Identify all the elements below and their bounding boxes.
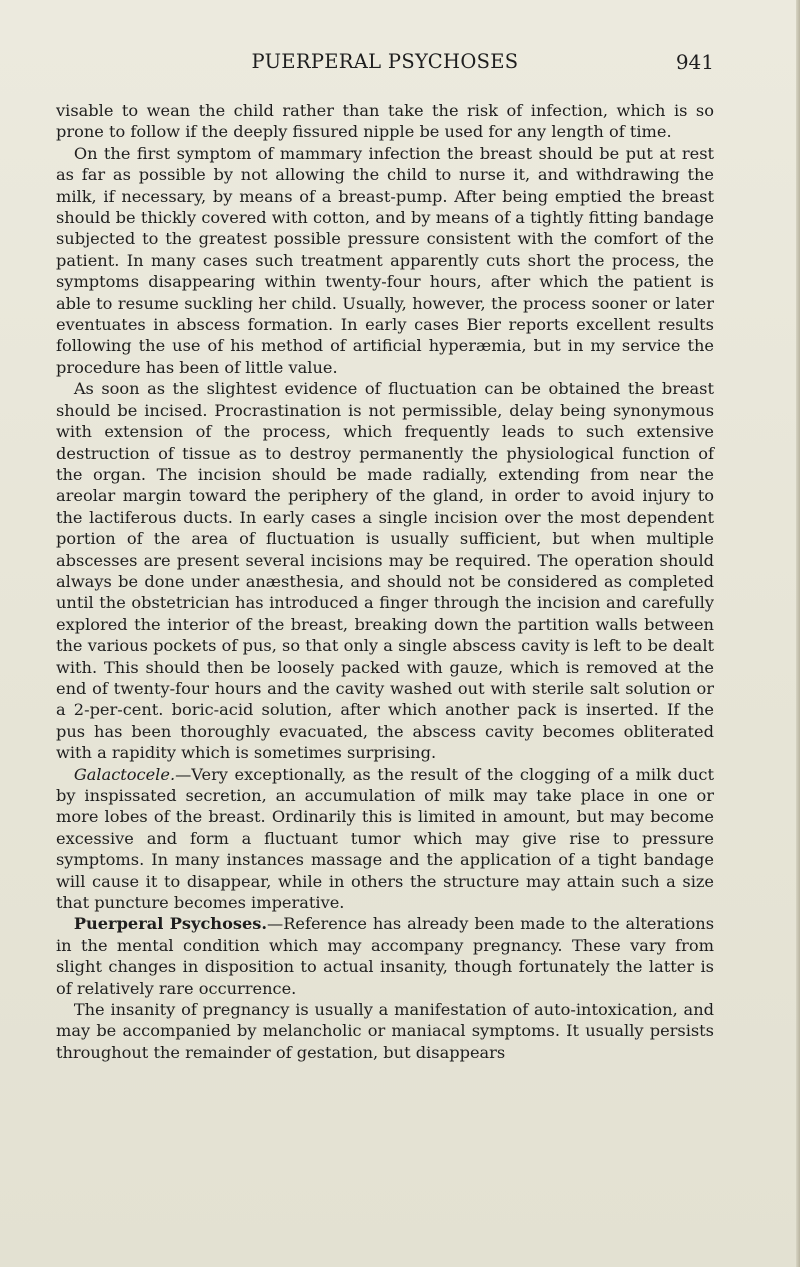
paragraph-text: —Reference has already been made to the alterations in the mental condition which may accompany pregnancy. These vary from slight changes in disposition to actual insanity, though fortunately the latter is of relatively rare occurrence. — [56, 914, 715, 998]
section-lead-galactocele: Galactocele. — [73, 764, 176, 784]
paragraph-text: The insanity of pregnancy is usually a manifestation of auto-intoxication, and may be accompanied by melancholic or maniacal symptoms. It usually persists throughout the remainder of gestation, but disappears — [56, 1000, 714, 1062]
body-text — [56, 100, 714, 1063]
paragraph-galactocele — [56, 764, 714, 914]
paragraph-mammary-infection — [56, 143, 714, 378]
page-edge — [796, 0, 800, 1267]
paragraph-text: —Very exceptionally, as the result of the clogging of a milk duct by inspissated secretion, an accumulation of milk may take place in one or more lobes of the breast. Ordinarily this is limited in amount, but may become excessive and form a fluctuant tumor which may give rise to pressure symptoms. In many instances massage and the application of a tight bandage will cause it to disappear, while in others the structure may attain such a size that puncture becomes imperative. — [56, 764, 714, 913]
paragraph-insanity — [56, 999, 714, 1063]
paragraph-puerperal-psychoses — [56, 913, 714, 999]
paragraph-text: As soon as the slightest evidence of fluctuation can be obtained the breast should be incised. Procrastination is not permissible, delay being synonymous with extension of the process, which frequently leads to such extensive destruction of tissue as to destroy permanently the physiological function of the organ. The incision should be made radially, extending from near the areolar margin toward the periphery of the gland, in order to avoid injury to the lactiferous ducts. In early cases a single incision over the most dependent portion of the area of fluctuation is usually sufficient, but when multiple abscesses are present several incisions may be required. The operation should always be done under anæsthesia, and should not be considered as completed until the obstetrician has introduced a finger through the incision and carefully explored the interior of the breast, breaking down the partition walls between the various pockets of pus, so that only a single abscess cavity is left to be dealt with. This should then be loosely packed with gauze, which is removed at the end of twenty-four hours and the cavity washed out with sterile salt solution or a 2-per-cent. boric-acid solution, after which another pack is inserted. If the pus has been thoroughly evacuated, the abscess cavity becomes obliterated with a rapidity which is sometimes surprising. — [56, 379, 714, 763]
paragraph-continued — [56, 100, 714, 143]
section-lead-puerperal-psychoses: Puerperal Psychoses. — [73, 914, 268, 934]
page-number: 941 — [675, 50, 714, 74]
paragraph-incision — [56, 378, 714, 763]
page-header — [56, 50, 714, 78]
paragraph-text: On the first symptom of mammary infection the breast should be put at rest as far as possible by not allowing the child to nurse it, and withdrawing the milk, if necessary, by means of a breast-pump. After being emptied the breast should be thickly covered with cotton, and by means of a tightly fitting bandage subjected to the greatest possible pressure consistent with the comfort of the patient. In many cases such treatment apparently cuts short the process, the symptoms disappearing within twenty-four hours, after which the patient is able to resume suckling her child. Usually, however, the process sooner or later eventuates in abscess formation. In early cases Bier reports excellent results following the use of his method of artificial hyperæmia, but in my service the procedure has been of little value. — [56, 143, 714, 377]
running-title: PUERPERAL PSYCHOSES — [251, 50, 519, 73]
paragraph-text: visable to wean the child rather than take the risk of infection, which is so prone to follow if the deeply fissured nipple be used for any length of time. — [56, 101, 714, 142]
